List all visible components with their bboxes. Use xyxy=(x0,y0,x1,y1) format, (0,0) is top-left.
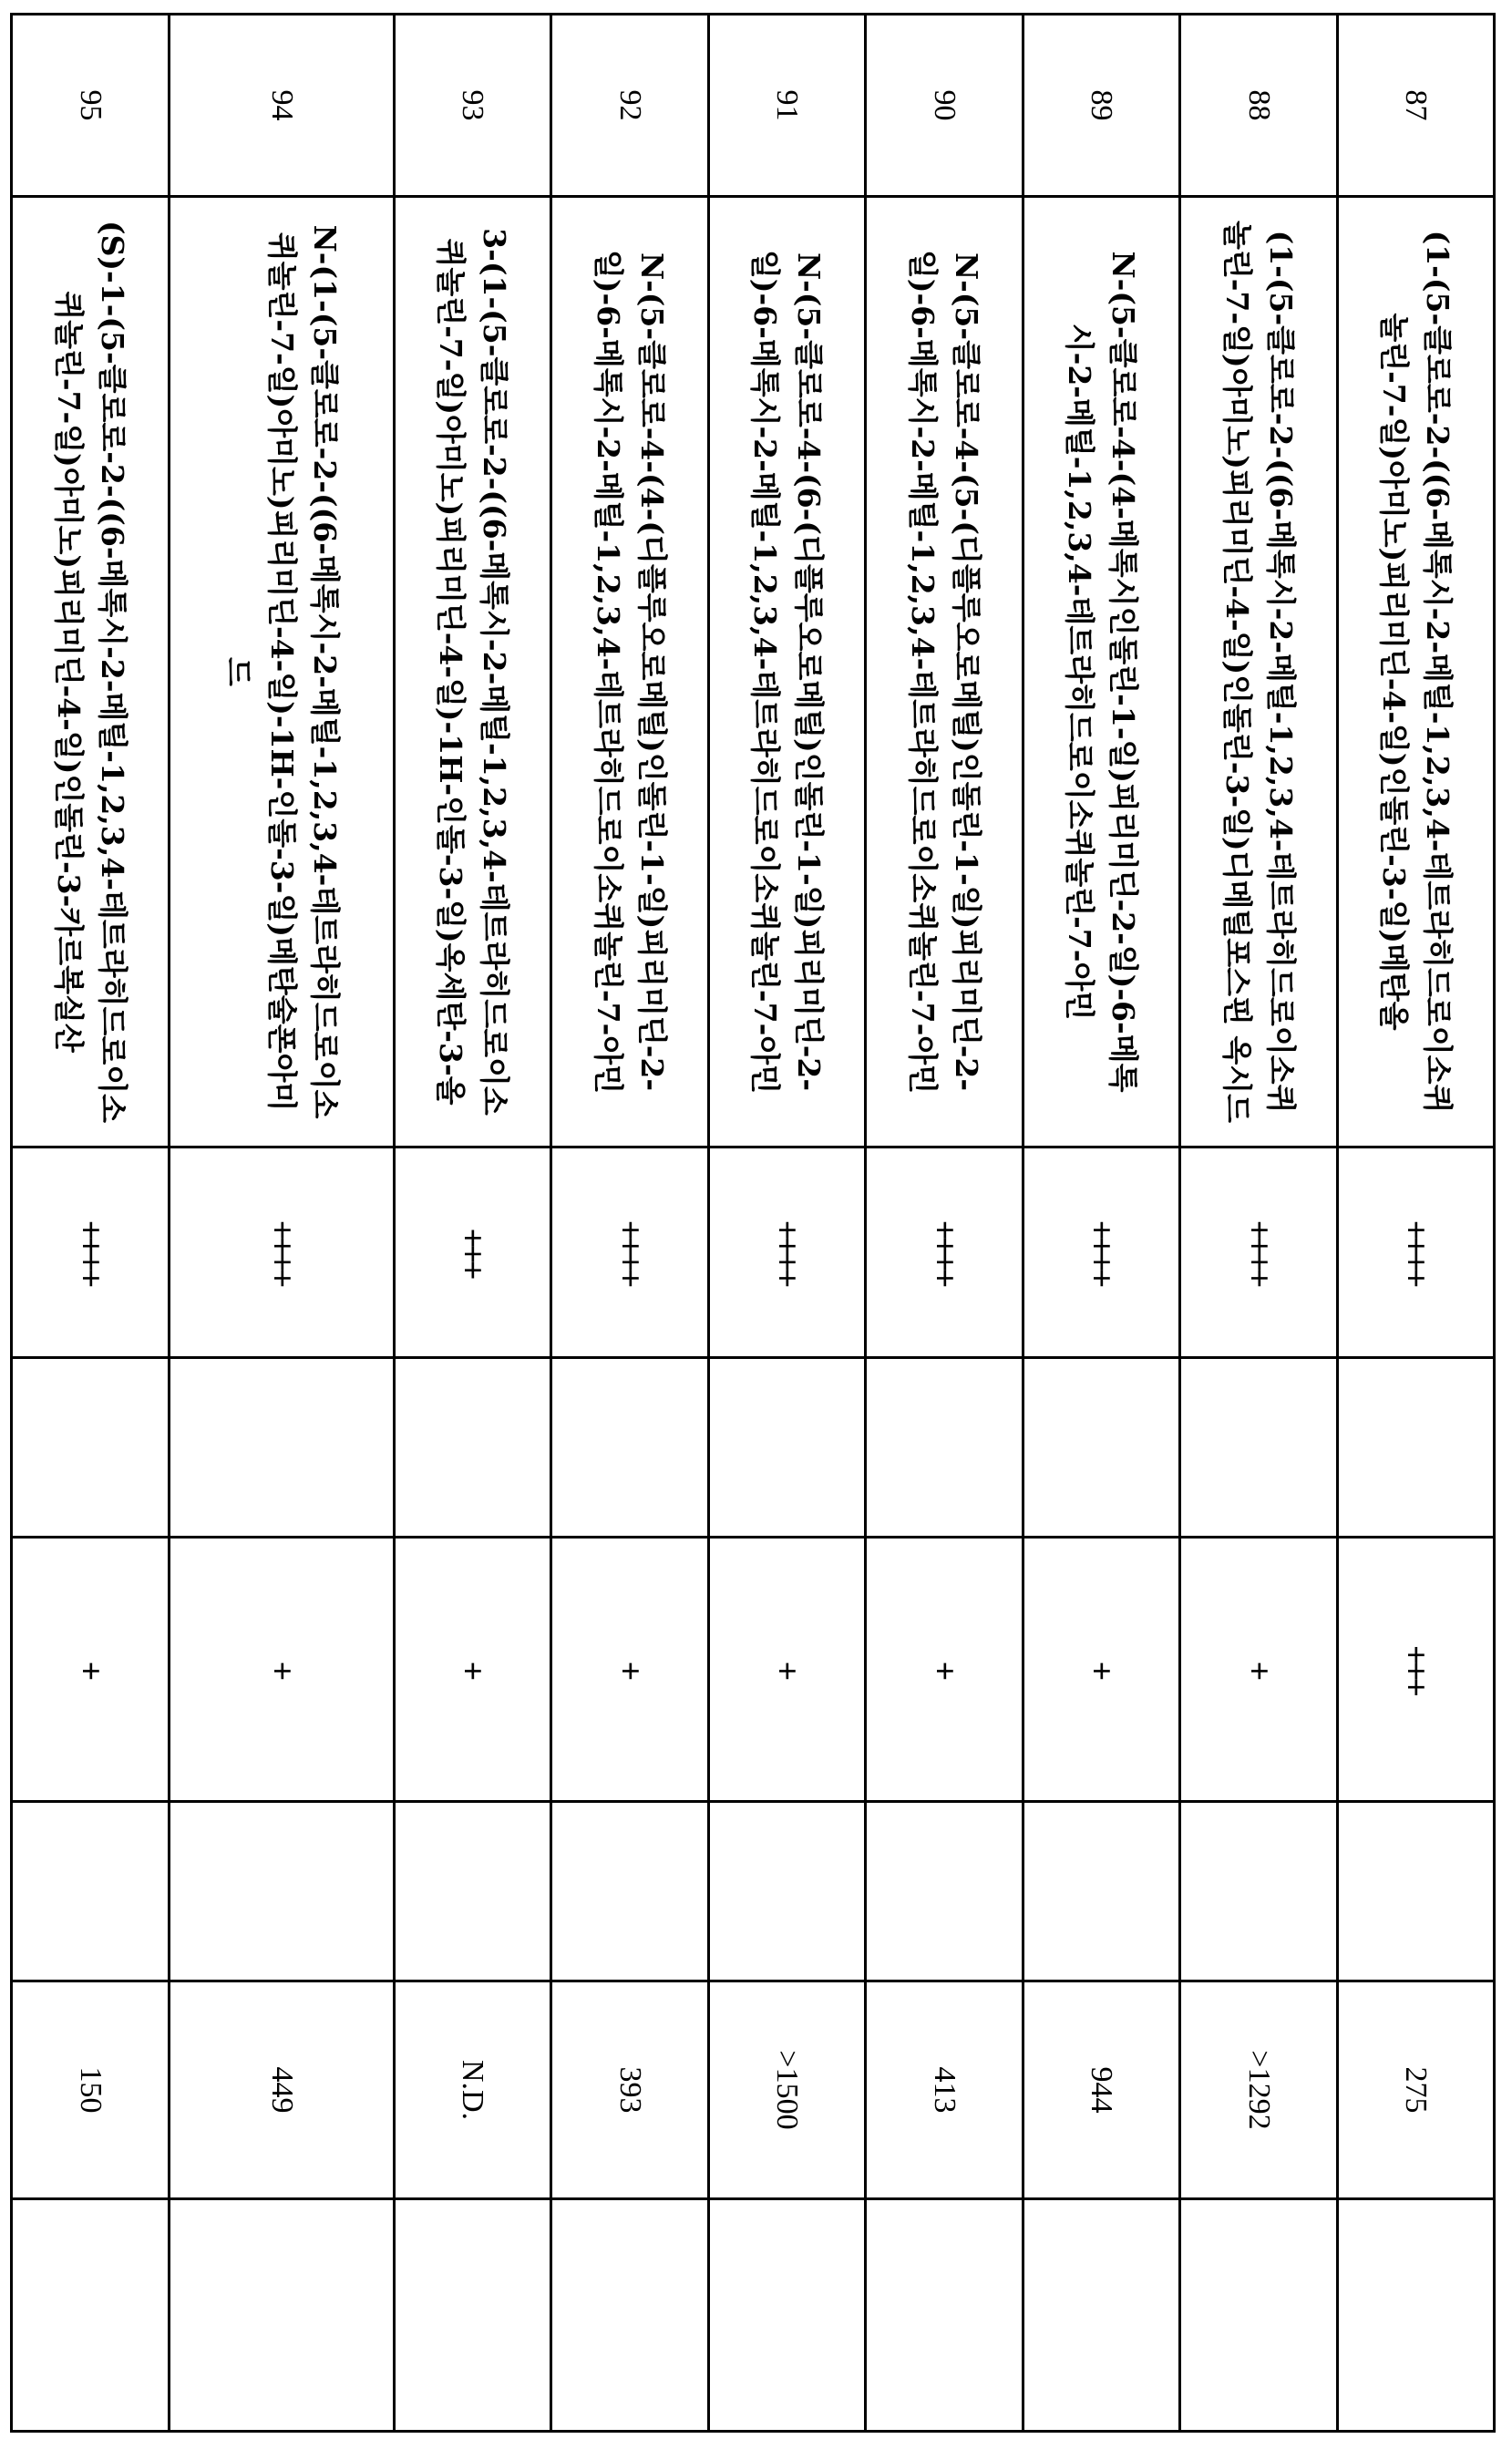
empty-cell xyxy=(1180,2199,1337,2432)
compound-name: (1-(5-클로로-2-((6-메톡시-2-메틸-1,2,3,4-테트라히드로이소퀴놀린-7-일)아미노)피리미딘-4-일)인돌린-3-일)메탄올 xyxy=(1337,197,1494,1147)
empty-cell xyxy=(1023,1358,1179,1538)
empty-cell xyxy=(1337,1358,1494,1538)
table-row xyxy=(866,15,1023,2432)
activity-1: ++++ xyxy=(1337,1147,1494,1358)
compound-activity-table xyxy=(10,13,1496,2433)
compound-name: N-(5-클로로-4-(5-(디플루오로메틸)인돌린-1-일)피리미딘-2-일)-6-메톡시-2-메틸-1,2,3,4-테트라히드로이소퀴놀린-7-아민 xyxy=(866,197,1023,1147)
compound-name: N-(5-클로로-4-(6-(디플루오로메틸)인돌린-1-일)피리미딘-2-일)-6-메톡시-2-메틸-1,2,3,4-테트라히드로이소퀴놀린-7-아민 xyxy=(708,197,865,1147)
empty-cell xyxy=(169,1802,394,1981)
empty-cell xyxy=(1180,1358,1337,1538)
empty-cell xyxy=(12,1358,170,1538)
table-row xyxy=(708,15,865,2432)
empty-cell xyxy=(866,2199,1023,2432)
activity-2: + xyxy=(169,1538,394,1802)
activity-2: + xyxy=(394,1538,550,1802)
empty-cell xyxy=(1337,1802,1494,1981)
activity-1: ++++ xyxy=(1180,1147,1337,1358)
measured-value: 150 xyxy=(12,1981,170,2199)
compound-number: 94 xyxy=(169,15,394,197)
activity-2: + xyxy=(1180,1538,1337,1802)
compound-number: 91 xyxy=(708,15,865,197)
activity-2: + xyxy=(1023,1538,1179,1802)
activity-1: ++++ xyxy=(1023,1147,1179,1358)
table-row xyxy=(1180,15,1337,2432)
empty-cell xyxy=(394,1802,550,1981)
empty-cell xyxy=(394,1358,550,1538)
table-row xyxy=(551,15,708,2432)
empty-cell xyxy=(1023,2199,1179,2432)
empty-cell xyxy=(1337,2199,1494,2432)
empty-cell xyxy=(551,1358,708,1538)
table-row xyxy=(12,15,170,2432)
activity-1: ++++ xyxy=(169,1147,394,1358)
measured-value: 413 xyxy=(866,1981,1023,2199)
compound-name: 3-(1-(5-클로로-2-((6-메톡시-2-메틸-1,2,3,4-테트라히드로이소퀴놀린-7-일)아미노)피리미딘-4-일)-1H-인돌-3-일)옥세탄-3-올 xyxy=(394,197,550,1147)
table-row xyxy=(169,15,394,2432)
compound-number: 95 xyxy=(12,15,170,197)
activity-2: + xyxy=(551,1538,708,1802)
activity-1: ++++ xyxy=(551,1147,708,1358)
empty-cell xyxy=(12,2199,170,2432)
table-row xyxy=(394,15,550,2432)
empty-cell xyxy=(169,2199,394,2432)
activity-2: + xyxy=(708,1538,865,1802)
empty-cell xyxy=(708,1802,865,1981)
compound-name: N-(5-클로로-4-(4-(디플루오로메틸)인돌린-1-일)피리미딘-2-일)-6-메톡시-2-메틸-1,2,3,4-테트라히드로이소퀴놀린-7-아민 xyxy=(551,197,708,1147)
empty-cell xyxy=(394,2199,550,2432)
measured-value: 393 xyxy=(551,1981,708,2199)
activity-1: ++++ xyxy=(866,1147,1023,1358)
compound-number: 93 xyxy=(394,15,550,197)
empty-cell xyxy=(708,2199,865,2432)
table-row xyxy=(1337,15,1494,2432)
compound-number: 87 xyxy=(1337,15,1494,197)
empty-cell xyxy=(551,2199,708,2432)
compound-name: N-(1-(5-클로로-2-((6-메톡시-2-메틸-1,2,3,4-테트라히드로이소퀴놀린-7-일)아미노)피리미딘-4-일)-1H-인돌-3-일)메탄술폰아미드 xyxy=(169,197,394,1147)
activity-2: +++ xyxy=(1337,1538,1494,1802)
empty-cell xyxy=(12,1802,170,1981)
compound-number: 90 xyxy=(866,15,1023,197)
empty-cell xyxy=(866,1802,1023,1981)
measured-value: 449 xyxy=(169,1981,394,2199)
compound-number: 88 xyxy=(1180,15,1337,197)
empty-cell xyxy=(169,1358,394,1538)
activity-2: + xyxy=(12,1538,170,1802)
compound-number: 92 xyxy=(551,15,708,197)
compound-number: 89 xyxy=(1023,15,1179,197)
activity-2: + xyxy=(866,1538,1023,1802)
activity-1: +++ xyxy=(394,1147,550,1358)
empty-cell xyxy=(708,1358,865,1538)
compound-name: N-(5-클로로-4-(4-메톡시인돌린-1-일)피리미딘-2-일)-6-메톡시-2-메틸-1,2,3,4-테트라히드로이소퀴놀린-7-아민 xyxy=(1023,197,1179,1147)
empty-cell xyxy=(1180,1802,1337,1981)
compound-name: (1-(5-클로로-2-((6-메톡시-2-메틸-1,2,3,4-테트라히드로이소퀴놀린-7-일)아미노)피리미딘-4-일)인돌린-3-일)디메틸포스핀 옥시드 xyxy=(1180,197,1337,1147)
rotated-page xyxy=(0,0,1512,2439)
activity-1: ++++ xyxy=(12,1147,170,1358)
measured-value: 275 xyxy=(1337,1981,1494,2199)
measured-value: >1292 xyxy=(1180,1981,1337,2199)
table-row xyxy=(1023,15,1179,2432)
compound-name: (S)-1-(5-클로로-2-((6-메톡시-2-메틸-1,2,3,4-테트라히드로이소퀴놀린-7-일)아미노)피리미딘-4-일)인돌린-3-카르복실산 xyxy=(12,197,170,1147)
empty-cell xyxy=(551,1802,708,1981)
measured-value: 944 xyxy=(1023,1981,1179,2199)
measured-value: >1500 xyxy=(708,1981,865,2199)
empty-cell xyxy=(1023,1802,1179,1981)
measured-value: N.D. xyxy=(394,1981,550,2199)
empty-cell xyxy=(866,1358,1023,1538)
activity-1: ++++ xyxy=(708,1147,865,1358)
